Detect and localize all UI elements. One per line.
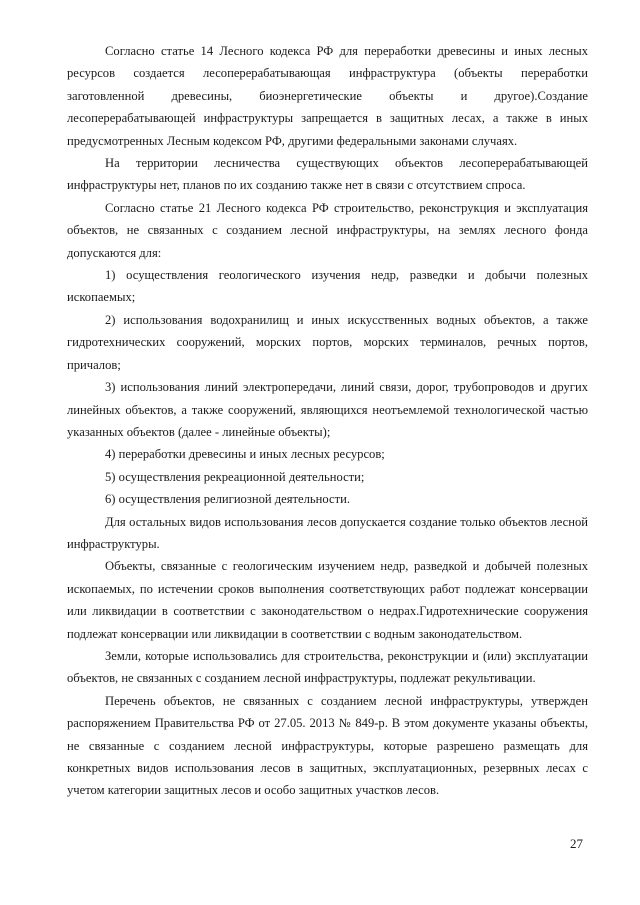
paragraph-article-21-intro: Согласно статье 21 Лесного кодекса РФ строительство, реконструкция и эксплуатация объектов, не связанных с созданием лесной инфраструктуры, на землях лесного фонда допускаются для: (67, 200, 588, 260)
page-number: 27 (570, 836, 583, 851)
paragraph-no-existing-objects: На территории лесничества существующих объектов лесоперерабатывающей инфраструктуры нет, планов по их созданию также нет в связи с отсутствием спроса. (67, 156, 588, 193)
list-item-linear-objects: 3) использования линий электропередачи, линий связи, дорог, трубопроводов и других линейных объектов, а также сооружений, являющихся неотъемлемой технологической частью указанных объектов (далее - линейные объекты); (67, 380, 588, 439)
list-item-religious: 6) осуществления религиозной деятельности. (105, 492, 350, 507)
paragraph-recultivation: Земли, которые использовались для строительства, реконструкции и (или) эксплуатации объектов, не связанных с созданием лесной инфраструктуры, подлежат рекультивации. (67, 648, 588, 686)
paragraph-conservation-liquidation: Объекты, связанные с геологическим изучением недр, разведкой и добычей полезных ископаемых, по истечении сроков выполнения соответствующих работ подлежат консервации или ликвидации в соответствии с законодательством о недрах.Гидротехнические сооружения подлежат консервации или ликвидации в соответствии с водным законодательством. (67, 559, 588, 641)
document-page (67, 40, 588, 802)
list-item-wood-processing: 4) переработки древесины и иных лесных ресурсов; (105, 447, 385, 462)
list-item-recreation: 5) осуществления рекреационной деятельности; (105, 469, 365, 484)
paragraph-other-uses: Для остальных видов использования лесов допускается создание только объектов лесной инфраструктуры. (67, 514, 588, 551)
list-item-water-objects: 2) использования водохранилищ и иных искусственных водных объектов, а также гидротехнических сооружений, морских портов, морских терминалов, речных портов, причалов; (67, 312, 588, 372)
list-item-geological-study: 1) осуществления геологического изучения недр, разведки и добычи полезных ископаемых; (67, 268, 588, 305)
paragraph-forest-processing-infrastructure: Согласно статье 14 Лесного кодекса РФ для переработки древесины и иных лесных ресурсов создается лесоперерабатывающая инфраструктура (объекты переработки заготовленной древесины, биоэнергетические объекты и другое).Создание лесоперерабатывающей инфраструктуры запрещается в защитных лесах, а также в иных предусмотренных Лесным кодексом РФ, другими федеральными законами случаях. (67, 44, 588, 148)
paragraph-government-order: Перечень объектов, не связанных с созданием лесной инфраструктуры, утвержден распоряжением Правительства РФ от 27.05. 2013 № 849-р. В этом документе указаны объекты, не связанные с созданием лесной инфраструктуры, которые разрешено размещать для конкретных видов использования лесов в защитных, эксплуатационных, резервных лесах с учетом категории защитных лесов и особо защитных участков лесов. (67, 693, 588, 798)
